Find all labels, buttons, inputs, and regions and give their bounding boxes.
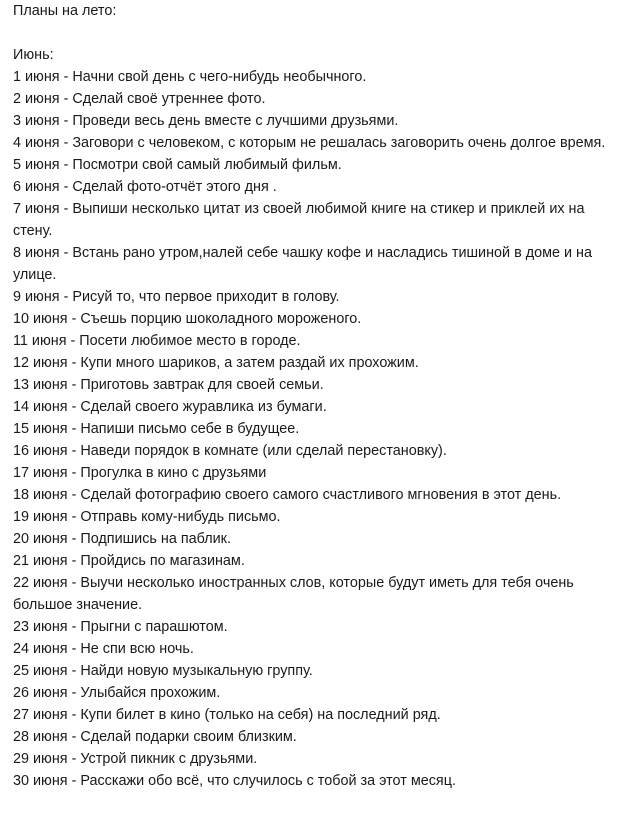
blank-line: [13, 22, 616, 44]
plan-item: 16 июня - Наведи порядок в комнате (или сделай перестановку).: [13, 443, 447, 459]
plan-item: 21 июня - Пройдись по магазинам.: [13, 553, 245, 569]
plan-item: 1 июня - Начни свой день с чего-нибудь необычного.: [13, 69, 367, 85]
plan-item: 26 июня - Улыбайся прохожим.: [13, 685, 221, 701]
plan-item: 7 июня - Выпиши несколько цитат из своей любимой книге на стикер и приклей их на стену.: [13, 201, 585, 239]
plan-item: 9 июня - Рисуй то, что первое приходит в голову.: [13, 289, 340, 305]
plan-item: 28 июня - Сделай подарки своим близким.: [13, 729, 297, 745]
plan-item: 25 июня - Найди новую музыкальную группу.: [13, 663, 313, 679]
plan-item: 15 июня - Напиши письмо себе в будущее.: [13, 421, 300, 437]
plan-item: 24 июня - Не спи всю ночь.: [13, 641, 194, 657]
plan-item: 8 июня - Встань рано утром,налей себе чашку кофе и насладись тишиной в доме и на улице.: [13, 245, 593, 283]
plan-item: 11 июня - Посети любимое место в городе.: [13, 333, 301, 349]
plan-item: 19 июня - Отправь кому-нибудь письмо.: [13, 509, 281, 525]
plan-item: 23 июня - Прыгни с парашютом.: [13, 619, 228, 635]
plan-item: 30 июня - Расскажи обо всё, что случилось с тобой за этот месяц.: [13, 773, 456, 789]
plan-item: 4 июня - Заговори с человеком, с которым не решалась заговорить очень долгое время.: [13, 135, 606, 151]
post-title: Планы на лето:: [13, 3, 117, 19]
month-heading: Июнь:: [13, 47, 54, 63]
plan-item: 27 июня - Купи билет в кино (только на себя) на последний ряд.: [13, 707, 441, 723]
plan-item: 3 июня - Проведи весь день вместе с лучшими друзьями.: [13, 113, 399, 129]
plan-item: 17 июня - Прогулка в кино с друзьями: [13, 465, 267, 481]
plan-item: 18 июня - Сделай фотографию своего самого счастливого мгновения в этот день.: [13, 487, 562, 503]
plan-item: 2 июня - Сделай своё утреннее фото.: [13, 91, 266, 107]
plan-item: 29 июня - Устрой пикник с друзьями.: [13, 751, 258, 767]
plan-item: 5 июня - Посмотри свой самый любимый фильм.: [13, 157, 342, 173]
plan-item: 6 июня - Сделай фото-отчёт этого дня .: [13, 179, 277, 195]
plan-item: 13 июня - Приготовь завтрак для своей семьи.: [13, 377, 324, 393]
plan-item: 12 июня - Купи много шариков, а затем раздай их прохожим.: [13, 355, 419, 371]
plan-item: 22 июня - Выучи несколько иностранных слов, которые будут иметь для тебя очень большое значение.: [13, 575, 574, 613]
plan-item: 20 июня - Подпишись на паблик.: [13, 531, 231, 547]
plan-item: 14 июня - Сделай своего журавлика из бумаги.: [13, 399, 327, 415]
plan-item: 10 июня - Съешь порцию шоколадного мороженого.: [13, 311, 362, 327]
plan-list: [13, 66, 616, 792]
